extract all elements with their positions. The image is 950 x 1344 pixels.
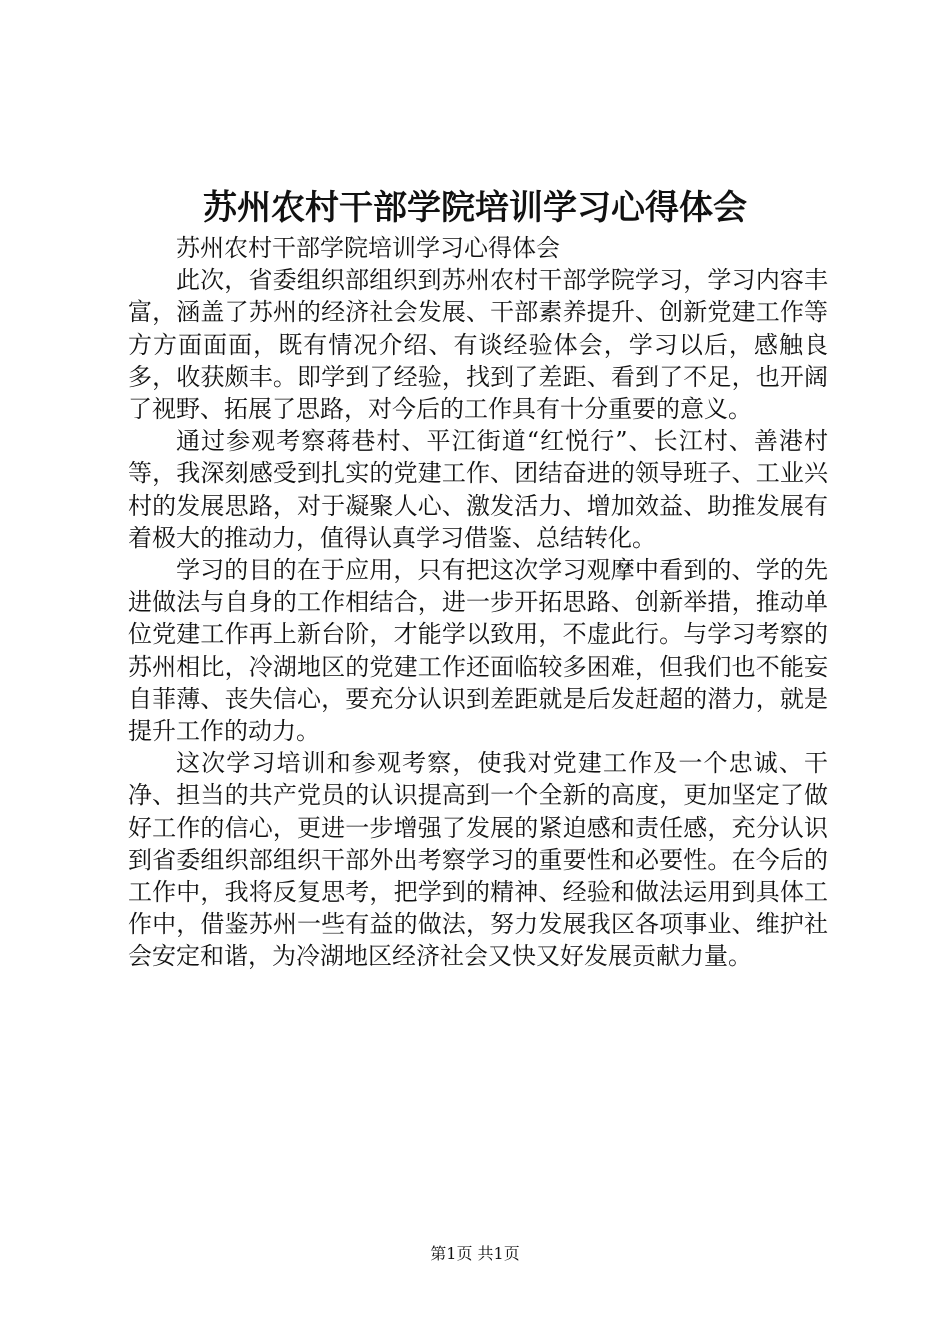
paragraph: 学习的目的在于应用，只有把这次学习观摩中看到的、学的先进做法与自身的工作相结合，进一步开拓思路、创新举措，推动单位党建工作再上新台阶，才能学以致用，不虚此行。与学习考察的苏州相比，冷湖地区的党建工作还面临较多困难，但我们也不能妄自菲薄、丧失信心，要充分认识到差距就是后发赶超的潜力，就是提升工作的动力。 — [128, 556, 828, 746]
document-title: 苏州农村干部学院培训学习心得体会 — [203, 188, 747, 228]
document-body — [128, 232, 828, 973]
paragraph: 这次学习培训和参观考察，使我对党建工作及一个忠诚、干净、担当的共产党员的认识提高到一个全新的高度，更加坚定了做好工作的信心，更进一步增强了发展的紧迫感和责任感，充分认识到省委组织部组织干部外出考察学习的重要性和必要性。在今后的工作中，我将反复思考，把学到的精神、经验和做法运用到具体工作中，借鉴苏州一些有益的做法，努力发展我区各项事业、维护社会安定和谐，为冷湖地区经济社会又快又好发展贡献力量。 — [128, 749, 828, 971]
document-subtitle: 苏州农村干部学院培训学习心得体会 — [176, 234, 560, 262]
page-number-footer: 第1页 共1页 — [430, 1244, 520, 1263]
paragraph: 此次，省委组织部组织到苏州农村干部学院学习，学习内容丰富，涵盖了苏州的经济社会发展、干部素养提升、创新党建工作等方方面面面，既有情况介绍、有谈经验体会，学习以后，感触良多，收获颇丰。即学到了经验，找到了差距、看到了不足，也开阔了视野、拓展了思路，对今后的工作具有十分重要的意义。 — [128, 266, 828, 424]
paragraph: 通过参观考察蒋巷村、平江街道“红悦行”、长江村、善港村等，我深刻感受到扎实的党建工作、团结奋进的领导班子、工业兴村的发展思路，对于凝聚人心、激发活力、增加效益、助推发展有着极大的推动力，值得认真学习借鉴、总结转化。 — [128, 427, 828, 552]
